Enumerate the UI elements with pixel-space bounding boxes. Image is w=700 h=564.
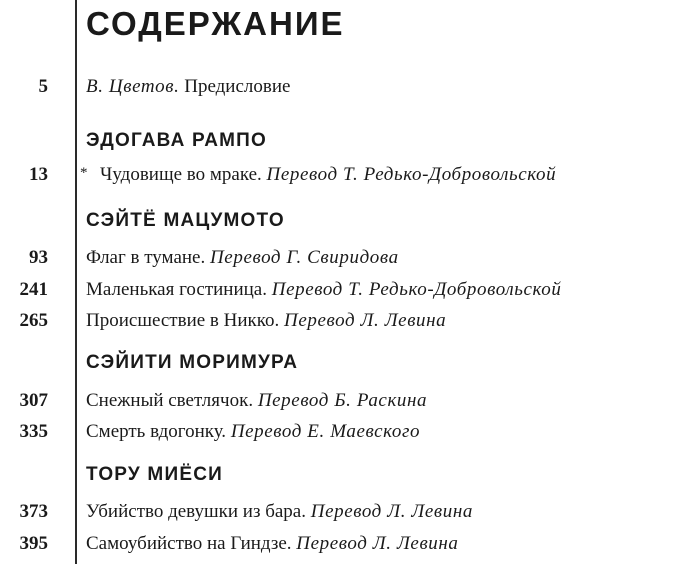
page-number: 5 (38, 76, 48, 97)
toc-row (0, 417, 700, 447)
author-heading: ЭДОГАВА РАМПО (86, 130, 268, 151)
author-heading: ТОРУ МИЁСИ (86, 464, 224, 485)
author-heading: СЭЙТЁ МАЦУМОТО (86, 210, 285, 231)
toc-row-preface (0, 72, 700, 102)
toc-entry (86, 72, 290, 102)
toc-entry (86, 497, 473, 527)
entry-title: Происшествие в Никко. (86, 310, 280, 331)
toc-row (0, 529, 700, 559)
translator-credit: Перевод Т. Редько-Добровольской (271, 279, 562, 300)
toc-row (0, 243, 700, 273)
toc-entry (100, 160, 556, 190)
translator-credit: Перевод Т. Редько-Добровольской (266, 164, 557, 185)
toc-row (0, 386, 700, 416)
entry-title: Маленькая гостиница. (86, 279, 267, 300)
toc-entry (86, 417, 420, 447)
toc-row (0, 497, 700, 527)
entry-title: Смерть вдогонку. (86, 421, 227, 442)
page-number: 93 (29, 247, 48, 268)
toc-row (0, 275, 700, 305)
entry-title: Самоубийство на Гиндзе. (86, 533, 292, 554)
toc-entry (86, 529, 459, 559)
entry-title: Снежный светлячок. (86, 390, 254, 411)
toc-row (0, 306, 700, 336)
asterisk-marker: * (80, 165, 88, 181)
author-heading: СЭЙИТИ МОРИМУРА (86, 352, 299, 373)
author-name: В. Цветов. (86, 76, 180, 97)
page-number: 373 (19, 501, 48, 522)
translator-credit: Перевод Л. Левина (296, 533, 459, 554)
translator-credit: Перевод Е. Маевского (230, 421, 421, 442)
entry-title: Убийство девушки из бара. (86, 501, 306, 522)
page-number: 265 (19, 310, 48, 331)
translator-credit: Перевод Л. Левина (310, 501, 473, 522)
toc-entry (86, 306, 446, 336)
entry-title: Предисловие (184, 76, 291, 97)
toc-entry (86, 243, 399, 273)
entry-title: Флаг в тумане. (86, 247, 206, 268)
page-number: 13 (29, 164, 48, 185)
page-number: 395 (19, 533, 48, 554)
page-title: СОДЕРЖАНИЕ (86, 5, 345, 42)
translator-credit: Перевод Б. Раскина (257, 390, 428, 411)
page-number: 335 (19, 421, 48, 442)
toc-row (0, 160, 700, 190)
toc-entry (86, 386, 427, 416)
translator-credit: Перевод Г. Свиридова (209, 247, 399, 268)
toc-entry (86, 275, 562, 305)
translator-credit: Перевод Л. Левина (284, 310, 447, 331)
page-number: 307 (19, 390, 48, 411)
page-number: 241 (19, 279, 48, 300)
entry-title: Чудовище во мраке. (100, 164, 262, 185)
